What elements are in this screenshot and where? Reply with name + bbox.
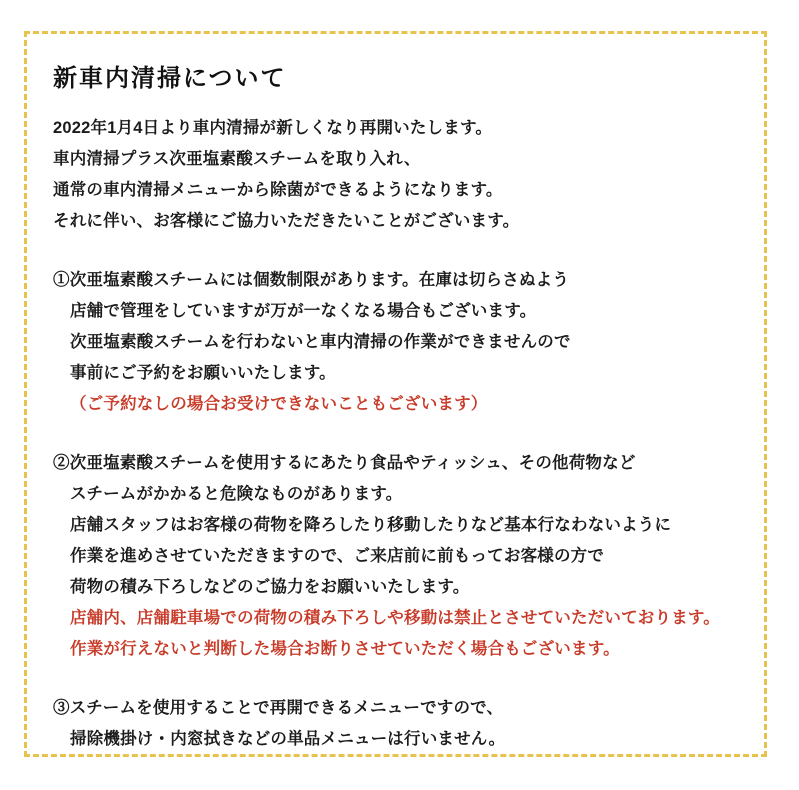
text-line: 2022年1月4日より車内清掃が新しくなり再開いたします。 [53,119,493,137]
text-line: 作業を進めさせていただきますので、ご来店前に前もってお客様の方で [70,547,605,565]
notice-box [24,31,767,757]
text-line: （ご予約なしの場合お受けできないこともございます） [70,395,488,413]
text-line: それに伴い、お客様にご協力いただきたいことがございます。 [53,212,520,230]
text-line: 店舗で管理をしていますが万が一なくなる場合もございます。 [70,302,537,320]
text-line: ①次亜塩素酸スチームには個数制限があります。在庫は切らさぬよう [53,271,570,289]
text-line: ②次亜塩素酸スチームを使用するにあたり食品やティッシュ、その他荷物など [53,454,636,472]
section-2 [53,448,746,665]
text-line: 事前にご予約をお願いいたします。 [70,364,336,382]
notice-body [53,113,746,755]
section-3 [53,693,746,755]
section-1 [53,265,746,420]
text-line: 荷物の積み下ろしなどのご協力をお願いいたします。 [70,578,470,596]
text-line: 車内清掃プラス次亜塩素酸スチームを取り入れ、 [53,150,421,168]
text-line: 店舗内、店舗駐車場での荷物の積み下ろしや移動は禁止とさせていただいております。 [70,609,720,627]
text-line: スチームがかかると危険なものがあります。 [70,485,403,503]
text-line: 店舗スタッフはお客様の荷物を降ろしたり移動したりなど基本行なわないように [70,516,672,534]
page-title: 新車内清掃について [53,65,287,92]
text-line: 次亜塩素酸スチームを行わないと車内清掃の作業ができませんので [70,333,571,351]
text-line: 掃除機掛け・内窓拭きなどの単品メニューは行いません。 [70,730,506,748]
text-line: 作業が行えないと判断した場合お断りさせていただく場合もございます。 [70,640,620,658]
text-line: ③スチームを使用することで再開できるメニューですので、 [53,699,504,717]
text-line: 通常の車内清掃メニューから除菌ができるようになります。 [53,181,503,199]
intro-paragraph [53,113,746,237]
